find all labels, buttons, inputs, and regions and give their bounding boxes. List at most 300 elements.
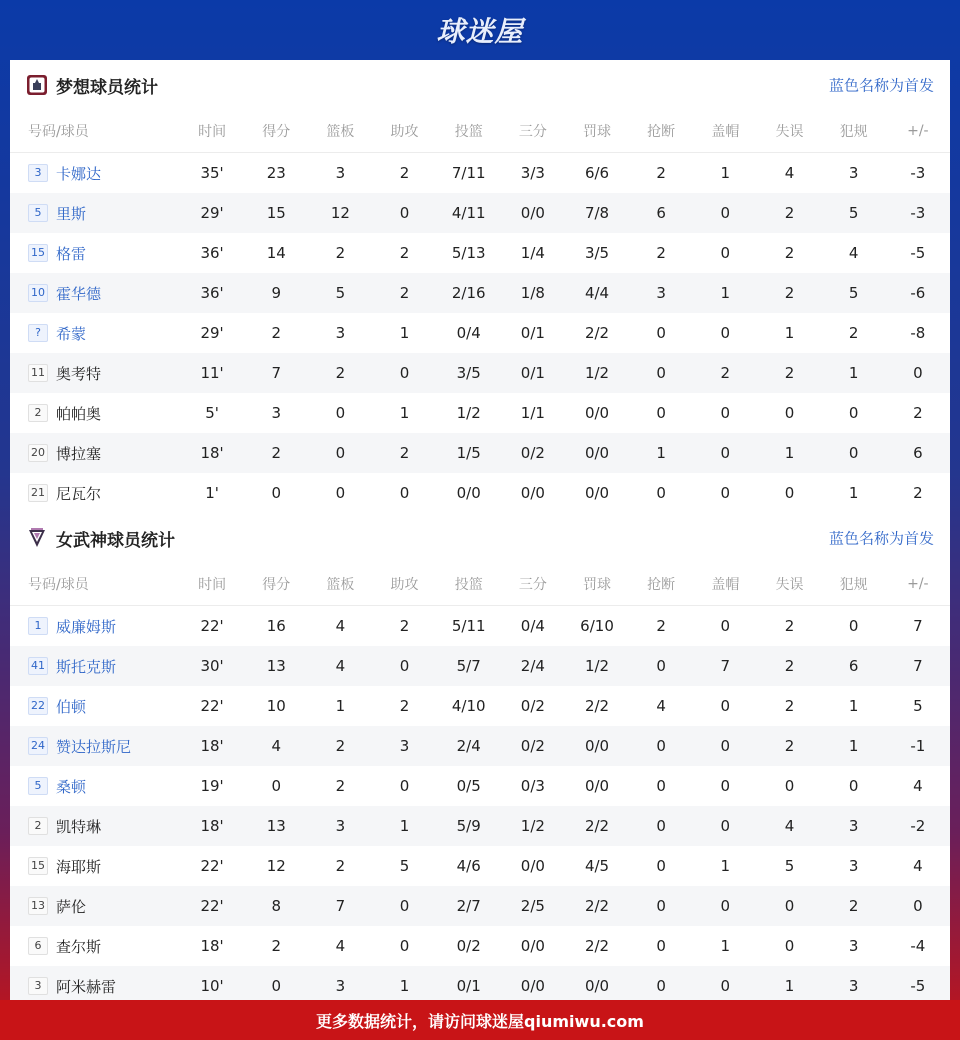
stat-cell: 0 bbox=[784, 484, 795, 502]
stat-cell: 30' bbox=[180, 646, 244, 686]
stat-cell: 7/11 bbox=[451, 164, 486, 182]
player-cell bbox=[10, 886, 180, 926]
stat-cell: 13 bbox=[244, 646, 308, 686]
player-name-link[interactable]: 里斯 bbox=[56, 204, 87, 223]
player-stats-table bbox=[10, 110, 950, 513]
stat-cell: 2 bbox=[399, 697, 410, 715]
stat-cell: 3/5 bbox=[584, 244, 610, 262]
stat-cell: 2/16 bbox=[437, 273, 501, 313]
table-row bbox=[10, 273, 950, 313]
stat-cell: 0 bbox=[757, 886, 821, 926]
stat-cell: 2 bbox=[656, 244, 666, 262]
player-cell bbox=[10, 433, 180, 473]
stat-cell: 2/7 bbox=[437, 886, 501, 926]
stat-cell: 7 bbox=[244, 353, 308, 393]
player-name: 萨伦 bbox=[56, 897, 87, 916]
stat-cell: 1 bbox=[335, 697, 346, 715]
player-name-link[interactable]: 威廉姆斯 bbox=[56, 617, 117, 636]
table-row bbox=[10, 153, 950, 194]
table-row bbox=[10, 886, 950, 926]
stat-cell: 3/3 bbox=[520, 164, 545, 182]
jersey-number-badge: 11 bbox=[28, 364, 48, 382]
stat-cell: 0 bbox=[720, 404, 731, 422]
table-header-row bbox=[10, 563, 950, 606]
stat-cell: 0 bbox=[848, 777, 859, 795]
stat-cell: 5/11 bbox=[451, 617, 486, 635]
jersey-number-badge: 5 bbox=[28, 777, 48, 795]
stat-cell: 0 bbox=[372, 646, 436, 686]
stat-cell: 1 bbox=[629, 433, 693, 473]
stat-cell: 7/8 bbox=[565, 193, 629, 233]
player-name-link[interactable]: 希蒙 bbox=[56, 324, 87, 343]
stat-cell: 2 bbox=[372, 433, 436, 473]
column-header: 盖帽 bbox=[693, 110, 757, 153]
column-header: 犯规 bbox=[822, 563, 886, 606]
stat-cell: 3 bbox=[629, 273, 693, 313]
player-cell[interactable] bbox=[10, 273, 180, 313]
stat-cell: 0 bbox=[372, 353, 436, 393]
team-title-row bbox=[10, 513, 950, 563]
team-section bbox=[10, 60, 950, 513]
stat-cell: 4 bbox=[335, 617, 346, 635]
player-cell bbox=[10, 806, 180, 846]
stat-cell: 1 bbox=[693, 273, 757, 313]
column-header: 助攻 bbox=[372, 110, 436, 153]
stat-cell: 5/9 bbox=[437, 806, 501, 846]
stat-cell: 2 bbox=[656, 164, 666, 182]
stat-cell: 0/2 bbox=[501, 433, 565, 473]
stat-cell: 4 bbox=[848, 244, 859, 262]
stat-cell: 36' bbox=[180, 273, 244, 313]
stat-cell: 7 bbox=[308, 886, 372, 926]
stat-cell: 5 bbox=[308, 273, 372, 313]
jersey-number-badge: 5 bbox=[28, 204, 48, 222]
stat-cell: 5 bbox=[913, 697, 923, 715]
stat-cell: 1/5 bbox=[437, 433, 501, 473]
stat-cell: 2 bbox=[757, 353, 821, 393]
stat-cell: 0/0 bbox=[501, 966, 565, 1006]
stat-cell: -3 bbox=[886, 193, 950, 233]
stat-cell: 6 bbox=[822, 646, 886, 686]
stat-cell: 1 bbox=[720, 937, 731, 955]
player-cell bbox=[10, 353, 180, 393]
stat-cell: 1/2 bbox=[501, 806, 565, 846]
stat-cell: 2 bbox=[757, 646, 821, 686]
stat-cell: 4 bbox=[335, 937, 346, 955]
table-row bbox=[10, 646, 950, 686]
player-cell[interactable] bbox=[10, 606, 180, 647]
player-name: 奥考特 bbox=[56, 364, 102, 383]
stat-cell: 2/2 bbox=[584, 697, 610, 715]
stat-cell: 1 bbox=[372, 806, 436, 846]
table-row bbox=[10, 393, 950, 433]
stat-cell: 1 bbox=[848, 697, 859, 715]
stat-cell: 1 bbox=[757, 433, 821, 473]
stat-cell: 4 bbox=[244, 726, 308, 766]
stat-cell: 1 bbox=[399, 404, 410, 422]
stat-cell: 0 bbox=[720, 244, 731, 262]
stat-cell: 2 bbox=[308, 353, 372, 393]
stat-cell: 2 bbox=[244, 433, 308, 473]
stat-cell: 2 bbox=[308, 726, 372, 766]
jersey-number-badge: 3 bbox=[28, 977, 48, 995]
stat-cell: 4/11 bbox=[437, 193, 501, 233]
jersey-number-badge: 10 bbox=[28, 284, 48, 302]
stat-cell: 3 bbox=[335, 164, 346, 182]
stat-cell: -5 bbox=[886, 966, 950, 1006]
stat-cell: 3/5 bbox=[437, 353, 501, 393]
stat-cell: 10' bbox=[180, 966, 244, 1006]
stat-cell: 2 bbox=[372, 273, 436, 313]
stat-cell: 0 bbox=[822, 433, 886, 473]
stat-cell: 0 bbox=[629, 886, 693, 926]
stat-cell: 0/0 bbox=[584, 777, 610, 795]
stat-cell: 1 bbox=[784, 324, 795, 342]
stat-cell: 0/5 bbox=[456, 777, 481, 795]
jersey-number-badge: ? bbox=[28, 324, 48, 342]
stat-cell: 0/3 bbox=[520, 777, 545, 795]
stat-cell: 0 bbox=[886, 353, 950, 393]
stat-cell: 4 bbox=[656, 697, 666, 715]
jersey-number-badge: 3 bbox=[28, 164, 48, 182]
stat-cell: 0/2 bbox=[456, 937, 481, 955]
stat-cell: 0 bbox=[656, 777, 666, 795]
table-row bbox=[10, 926, 950, 966]
column-header: 时间 bbox=[180, 110, 244, 153]
team-crest-icon bbox=[26, 74, 48, 96]
column-header: 盖帽 bbox=[693, 563, 757, 606]
stat-cell: 0 bbox=[372, 886, 436, 926]
team-section bbox=[10, 513, 950, 1006]
stat-cell: 22' bbox=[180, 886, 244, 926]
stat-cell: 2 bbox=[399, 617, 410, 635]
team-title-row bbox=[10, 60, 950, 110]
table-row bbox=[10, 726, 950, 766]
stat-cell: 0 bbox=[629, 726, 693, 766]
stats-card bbox=[10, 60, 950, 1000]
player-cell[interactable] bbox=[10, 313, 180, 353]
stat-cell: 0 bbox=[693, 726, 757, 766]
player-cell[interactable] bbox=[10, 726, 180, 766]
stat-cell: 0 bbox=[308, 433, 372, 473]
player-name: 帕帕奥 bbox=[56, 404, 102, 423]
column-header: 投篮 bbox=[437, 563, 501, 606]
stat-cell: 1/2 bbox=[565, 646, 629, 686]
stat-cell: 2/5 bbox=[501, 886, 565, 926]
stat-cell: 0 bbox=[720, 324, 731, 342]
column-header: 篮板 bbox=[308, 563, 372, 606]
jersey-number-badge: 41 bbox=[28, 657, 48, 675]
stat-cell: 1/8 bbox=[501, 273, 565, 313]
stat-cell: 14 bbox=[266, 244, 286, 262]
stat-cell: 5/13 bbox=[451, 244, 486, 262]
player-cell bbox=[10, 846, 180, 886]
stat-cell: 2 bbox=[399, 244, 410, 262]
stat-cell: 2 bbox=[913, 404, 923, 422]
stat-cell: 0/0 bbox=[584, 484, 610, 502]
jersey-number-badge: 21 bbox=[28, 484, 48, 502]
stat-cell: 3 bbox=[822, 966, 886, 1006]
stat-cell: 2/2 bbox=[565, 806, 629, 846]
jersey-number-badge: 15 bbox=[28, 244, 48, 262]
stat-cell: 22' bbox=[200, 697, 224, 715]
stat-cell: 2 bbox=[271, 324, 281, 342]
stat-cell: -5 bbox=[910, 244, 926, 262]
player-name-link[interactable]: 卡娜达 bbox=[56, 164, 102, 183]
table-row bbox=[10, 606, 950, 647]
stat-cell: 4 bbox=[913, 777, 923, 795]
jersey-number-badge: 22 bbox=[28, 697, 48, 715]
stat-cell: 1 bbox=[372, 966, 436, 1006]
stat-cell: 4 bbox=[757, 806, 821, 846]
site-logo: 球迷屋 bbox=[436, 15, 524, 48]
player-cell bbox=[10, 473, 180, 513]
stat-cell: 0 bbox=[693, 193, 757, 233]
stat-cell: 0 bbox=[693, 806, 757, 846]
stat-cell: 6/10 bbox=[580, 617, 614, 635]
stat-cell: 0/0 bbox=[565, 726, 629, 766]
table-row bbox=[10, 433, 950, 473]
stat-cell: 1 bbox=[399, 324, 410, 342]
stat-cell: 0/4 bbox=[520, 617, 545, 635]
stat-cell: 0 bbox=[629, 806, 693, 846]
stat-cell: 0/2 bbox=[520, 697, 545, 715]
stat-cell: 12 bbox=[308, 193, 372, 233]
stat-cell: 7 bbox=[913, 617, 923, 635]
stat-cell: 0 bbox=[399, 484, 410, 502]
column-header: 罚球 bbox=[565, 563, 629, 606]
stat-cell: 0 bbox=[693, 966, 757, 1006]
stat-cell: 3 bbox=[335, 324, 346, 342]
table-row bbox=[10, 686, 950, 726]
stat-cell: 2 bbox=[335, 244, 346, 262]
stat-cell: 2 bbox=[271, 937, 281, 955]
stat-cell: 0 bbox=[784, 777, 795, 795]
column-header: 篮板 bbox=[308, 110, 372, 153]
stat-cell: 0 bbox=[656, 857, 666, 875]
stat-cell: 3 bbox=[848, 857, 859, 875]
jersey-number-badge: 20 bbox=[28, 444, 48, 462]
stat-cell: 0 bbox=[693, 886, 757, 926]
column-header: 号码/球员 bbox=[10, 563, 180, 606]
player-name-link[interactable]: 霍华德 bbox=[56, 284, 102, 303]
stat-cell: 0 bbox=[784, 404, 795, 422]
stat-cell: 0 bbox=[335, 484, 346, 502]
column-header: 犯规 bbox=[822, 110, 886, 153]
stat-cell: 2 bbox=[784, 244, 795, 262]
stat-cell: 0 bbox=[335, 404, 346, 422]
stat-cell: 2/2 bbox=[565, 886, 629, 926]
stat-cell: 35' bbox=[200, 164, 224, 182]
stat-cell: 0/0 bbox=[520, 484, 545, 502]
stat-cell: 0/2 bbox=[501, 726, 565, 766]
stat-cell: 0 bbox=[720, 484, 731, 502]
stat-cell: 13 bbox=[244, 806, 308, 846]
stat-cell: 0 bbox=[244, 966, 308, 1006]
stat-cell: 4 bbox=[913, 857, 923, 875]
player-cell[interactable] bbox=[10, 193, 180, 233]
column-header: 抢断 bbox=[629, 563, 693, 606]
stat-cell: 0/0 bbox=[565, 966, 629, 1006]
jersey-number-badge: 6 bbox=[28, 937, 48, 955]
stat-cell: 2 bbox=[822, 886, 886, 926]
stat-cell: 1 bbox=[757, 966, 821, 1006]
column-header: 时间 bbox=[180, 563, 244, 606]
player-name-link[interactable]: 格雷 bbox=[56, 244, 87, 263]
stat-cell: 1/2 bbox=[565, 353, 629, 393]
player-cell[interactable] bbox=[10, 153, 180, 194]
team-name: 梦想球员统计 bbox=[56, 77, 158, 98]
stat-cell: 0 bbox=[399, 937, 410, 955]
player-name: 海耶斯 bbox=[56, 857, 102, 876]
stat-cell: 11' bbox=[180, 353, 244, 393]
player-cell[interactable] bbox=[10, 233, 180, 273]
stat-cell: 2 bbox=[335, 777, 346, 795]
player-name: 阿米赫雷 bbox=[56, 977, 117, 996]
table-row bbox=[10, 193, 950, 233]
stat-cell: 0/1 bbox=[520, 324, 545, 342]
stat-cell: 6/6 bbox=[584, 164, 610, 182]
stat-cell: 3 bbox=[308, 966, 372, 1006]
stat-cell: 2 bbox=[848, 324, 859, 342]
table-row bbox=[10, 353, 950, 393]
stat-cell: 5 bbox=[784, 857, 795, 875]
jersey-number-badge: 24 bbox=[28, 737, 48, 755]
stat-cell: 3 bbox=[848, 937, 859, 955]
table-row bbox=[10, 766, 950, 806]
stat-cell: 23 bbox=[266, 164, 286, 182]
stat-cell: 0/0 bbox=[565, 433, 629, 473]
stat-cell: 4/6 bbox=[456, 857, 481, 875]
stat-cell: 36' bbox=[200, 244, 224, 262]
stat-cell: 8 bbox=[244, 886, 308, 926]
stat-cell: -6 bbox=[886, 273, 950, 313]
player-name-link[interactable]: 伯顿 bbox=[56, 697, 87, 716]
stat-cell: 2 bbox=[757, 273, 821, 313]
stat-cell: 1 bbox=[822, 726, 886, 766]
stat-cell: 2 bbox=[757, 726, 821, 766]
stat-cell: 12 bbox=[266, 857, 286, 875]
stat-cell: 0 bbox=[656, 324, 666, 342]
player-name-link[interactable]: 斯托克斯 bbox=[56, 657, 117, 676]
player-name: 凯特琳 bbox=[56, 817, 102, 836]
stat-cell: 0 bbox=[848, 617, 859, 635]
stat-cell: 15 bbox=[244, 193, 308, 233]
stat-cell: 5 bbox=[822, 273, 886, 313]
column-header: 助攻 bbox=[372, 563, 436, 606]
stat-cell: 5 bbox=[822, 193, 886, 233]
stat-cell: 0/1 bbox=[501, 353, 565, 393]
stat-cell: 0/0 bbox=[501, 193, 565, 233]
stat-cell: 5/7 bbox=[437, 646, 501, 686]
player-name: 博拉塞 bbox=[56, 444, 102, 463]
stat-cell: 0/1 bbox=[437, 966, 501, 1006]
stat-cell: -1 bbox=[886, 726, 950, 766]
table-header-row bbox=[10, 110, 950, 153]
stat-cell: 1' bbox=[205, 484, 219, 502]
stat-cell: 4 bbox=[784, 164, 795, 182]
starter-legend-note: 蓝色名称为首发 bbox=[828, 529, 934, 548]
stat-cell: -3 bbox=[910, 164, 926, 182]
footer-banner[interactable]: 更多数据统计，请访问球迷屋qiumiwu.com bbox=[0, 1000, 960, 1040]
player-name-link[interactable]: 赞达拉斯尼 bbox=[56, 737, 132, 756]
table-row bbox=[10, 806, 950, 846]
player-cell[interactable] bbox=[10, 646, 180, 686]
stat-cell: 2 bbox=[693, 353, 757, 393]
stat-cell: 0 bbox=[271, 777, 281, 795]
stat-cell: 5 bbox=[399, 857, 410, 875]
stat-cell: 0 bbox=[720, 697, 731, 715]
column-header: 号码/球员 bbox=[10, 110, 180, 153]
stat-cell: 3 bbox=[271, 404, 281, 422]
column-header: 三分 bbox=[501, 110, 565, 153]
stat-cell: 0 bbox=[886, 886, 950, 926]
starter-legend-note: 蓝色名称为首发 bbox=[828, 76, 934, 95]
player-cell bbox=[10, 393, 180, 433]
stat-cell: 2/2 bbox=[584, 324, 610, 342]
stat-cell: 0 bbox=[848, 404, 859, 422]
jersey-number-badge: 15 bbox=[28, 857, 48, 875]
stat-cell: 7 bbox=[693, 646, 757, 686]
stat-cell: 29' bbox=[180, 193, 244, 233]
stat-cell: 1 bbox=[848, 484, 859, 502]
stat-cell: 2 bbox=[784, 697, 795, 715]
stat-cell: 2 bbox=[757, 193, 821, 233]
stat-cell: 18' bbox=[180, 726, 244, 766]
stat-cell: 7 bbox=[886, 646, 950, 686]
jersey-number-badge: 2 bbox=[28, 404, 48, 422]
stat-cell: 1/2 bbox=[456, 404, 481, 422]
jersey-number-badge: 1 bbox=[28, 617, 48, 635]
stat-cell: 6 bbox=[629, 193, 693, 233]
player-name: 尼瓦尔 bbox=[56, 484, 102, 503]
column-header: 失误 bbox=[757, 110, 821, 153]
stat-cell: 0 bbox=[784, 937, 795, 955]
stat-cell: 0/0 bbox=[584, 404, 610, 422]
column-header: 三分 bbox=[501, 563, 565, 606]
column-header: +/- bbox=[886, 563, 950, 606]
jersey-number-badge: 2 bbox=[28, 817, 48, 835]
table-row bbox=[10, 846, 950, 886]
stat-cell: 4 bbox=[308, 646, 372, 686]
table-row bbox=[10, 473, 950, 513]
column-header: 得分 bbox=[244, 110, 308, 153]
player-name-link[interactable]: 桑顿 bbox=[56, 777, 87, 796]
stat-cell: 1 bbox=[720, 164, 731, 182]
stat-cell: 22' bbox=[200, 617, 224, 635]
column-header: 抢断 bbox=[629, 110, 693, 153]
stat-cell: -2 bbox=[886, 806, 950, 846]
stat-cell: 0 bbox=[693, 433, 757, 473]
team-shield-icon bbox=[26, 527, 48, 549]
player-cell[interactable] bbox=[10, 766, 180, 806]
stat-cell: 18' bbox=[180, 433, 244, 473]
stat-cell: 0 bbox=[720, 617, 731, 635]
stat-cell: 4/5 bbox=[584, 857, 610, 875]
stat-cell: 3 bbox=[822, 806, 886, 846]
player-cell[interactable] bbox=[10, 686, 180, 726]
player-stats-table bbox=[10, 563, 950, 1006]
stat-cell: 0 bbox=[271, 484, 281, 502]
stat-cell: 2 bbox=[784, 617, 795, 635]
stat-cell: 10 bbox=[266, 697, 286, 715]
stat-cell: 2/4 bbox=[437, 726, 501, 766]
stat-cell: -8 bbox=[910, 324, 926, 342]
stat-cell: 2 bbox=[656, 617, 666, 635]
stat-cell: 1 bbox=[720, 857, 731, 875]
stat-cell: 6 bbox=[886, 433, 950, 473]
column-header: 得分 bbox=[244, 563, 308, 606]
